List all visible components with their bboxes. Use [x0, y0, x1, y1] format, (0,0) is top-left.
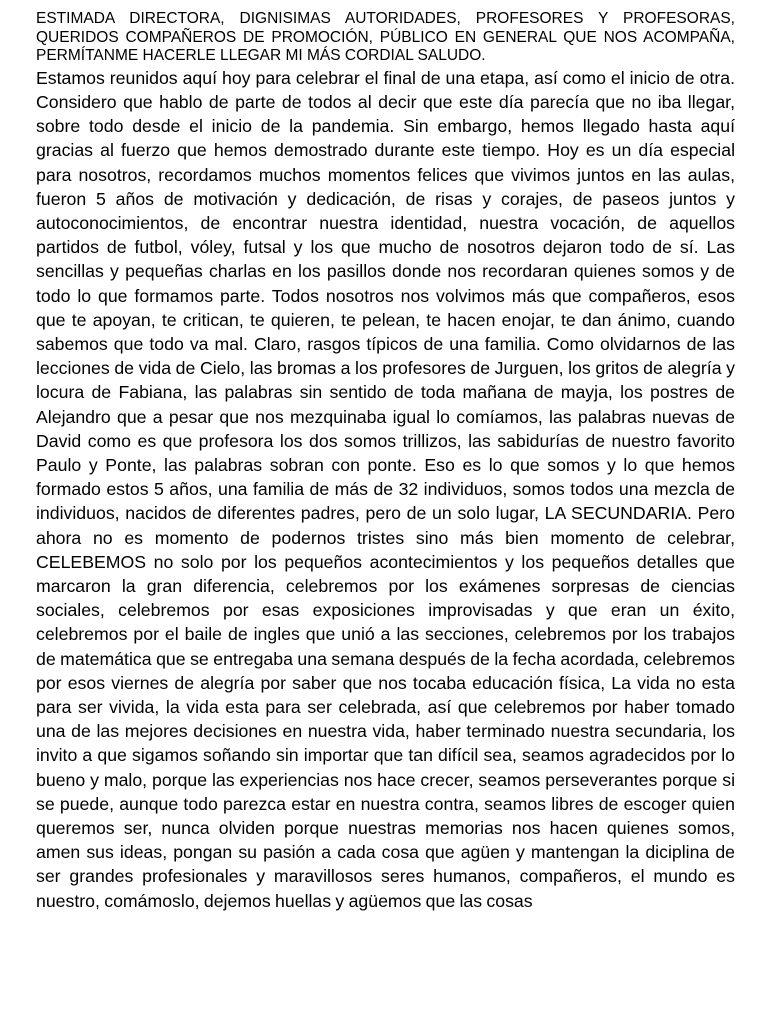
speech-body-paragraph: Estamos reunidos aquí hoy para celebrar el final de una etapa, así como el inicio de otra. Considero que hablo de parte de todos al decir que este día parecía que no iba llegar, sobre todo desde el inicio de la pandemia. Sin embargo, hemos llegado hasta aquí gracias al fuerzo que hemos demostrado durante este tiempo. Hoy es un día especial para nosotros, recordamos muchos momentos felices que vivimos juntos en las aulas, fueron 5 años de motivación y dedicación, de risas y corajes, de paseos juntos y autoconocimientos, de encontrar nuestra identidad, nuestra vocación, de aquellos partidos de futbol, vóley, futsal y los que mucho de nosotros dejaron todo de sí. Las sencillas y pequeñas charlas en los pasillos donde nos recordaran quienes somos y de todo lo que formamos parte. Todos nosotros nos volvimos más que compañeros, esos que te apoyan, te critican, te quieren, te pelean, te hacen enojar, te dan ánimo, cuando sabemos que todo va mal. Claro, rasgos típicos de una familia. Como olvidarnos de las lecciones de vida de Cielo, las bromas a los profesores de Jurguen, los gritos de alegría y locura de Fabiana, las palabras sin sentido de toda mañana de mayja, los postres de Alejandro que a pesar que nos mezquinaba igual lo comíamos, las palabras nuevas de David como es que profesora los dos somos trillizos, las sabidurías de nuestro favorito Paulo y Ponte, las palabras sobran con ponte. Eso es lo que somos y lo que hemos formado estos 5 años, una familia de más de 32 individuos, somos todos una mezcla de individuos, nacidos de diferentes padres, pero de un solo lugar, LA SECUNDARIA. Pero ahora no es momento de podernos tristes sino más bien momento de celebrar, CELEBEMOS no solo por los pequeños acontecimientos y los pequeños detalles que marcaron la gran diferencia, celebremos por los exámenes sorpresas de ciencias sociales, celebremos por esas exposiciones improvisadas y que eran un éxito, celebremos por el baile de ingles que unió a las secciones, celebremos por los trabajos de matemática que se entregaba una semana después de la fecha acordada, celebremos por esos viernes de alegría por saber que nos tocaba educación física, La vida no esta para ser vivida, la vida esta para ser celebrada, así que celebremos por haber tomado una de las mejores decisiones en nuestra vida, haber terminado nuestra secundaria, los invito a que sigamos soñando sin importar que tan difícil sea, seamos agradecidos por lo bueno y malo, porque las experiencias nos hace crecer, seamos perseverantes porque si se puede, aunque todo parezca estar en nuestra contra, seamos libres de escoger quien queremos ser, nunca olviden porque nuestras memorias nos hacen quienes somos, amen sus ideas, pongan su pasión a cada cosa que agüen y mantengan la diciplina de ser grandes profesionales y maravillosos seres humanos, compañeros, el mundo es nuestro, comámoslo, dejemos huellas y agüemos que las cosas	[36, 67, 735, 911]
speech-greeting: ESTIMADA DIRECTORA, DIGNISIMAS AUTORIDADES, PROFESORES Y PROFESORAS, QUERIDOS COMPAÑEROS DE PROMOCIÓN, PÚBLICO EN GENERAL QUE NOS ACOMPAÑA, PERMÍTANME HACERLE LLEGAR MI MÁS CORDIAL SALUDO.	[36, 10, 735, 65]
document-page	[36, 10, 735, 913]
